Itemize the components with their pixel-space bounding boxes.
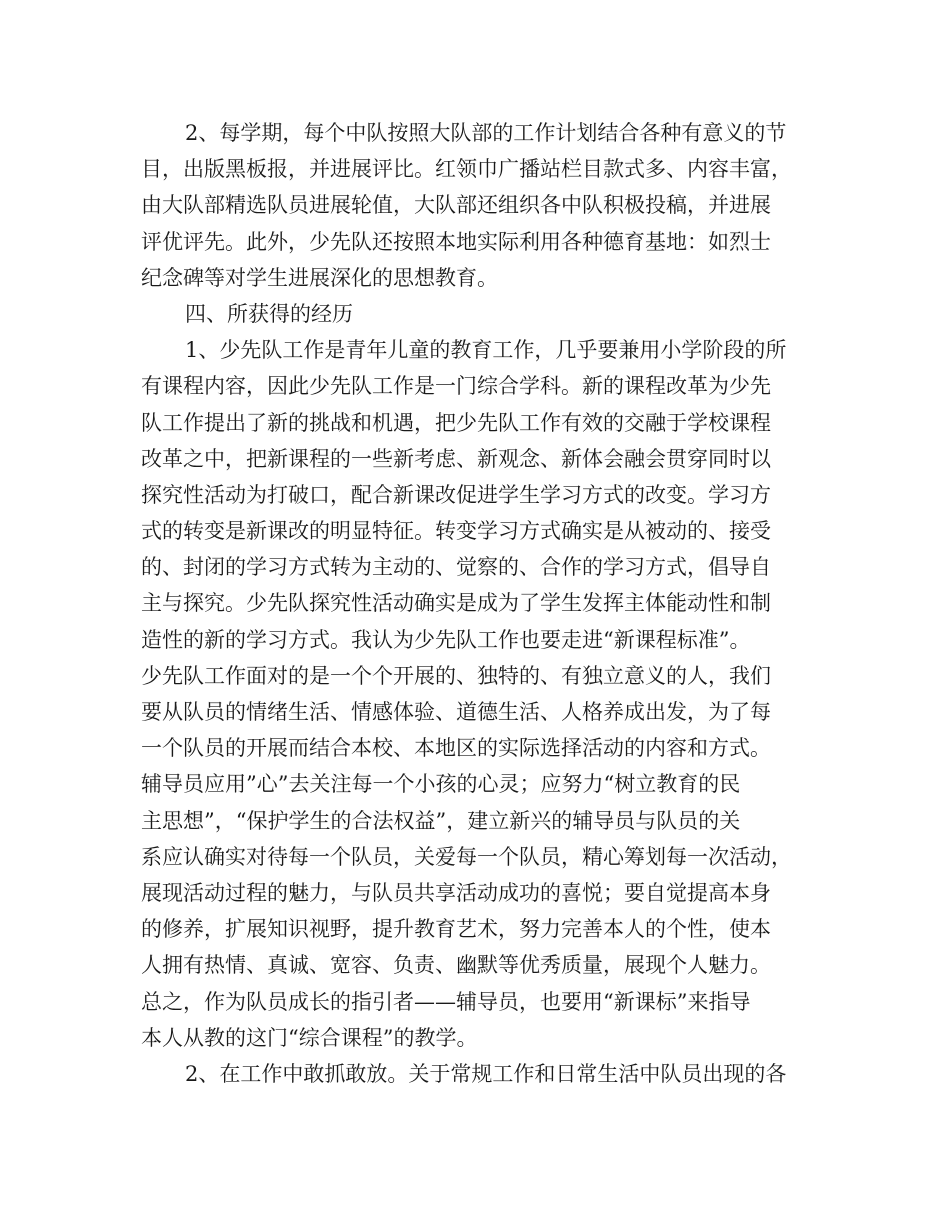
paragraph-line: 主与探究。少先队探究性活动确实是成为了学生发挥主体能动性和制 xyxy=(141,591,771,616)
section-heading: 四、所获得的经历 xyxy=(185,301,353,326)
paragraph-line: 2、每学期，每个中队按照大队部的工作计划结合各种有意义的节 xyxy=(185,121,787,145)
paragraph-line: 的、封闭的学习方式转为主动的、觉察的、合作的学习方式，倡导自 xyxy=(141,555,771,580)
paragraph-line: 探究性活动为打破口，配合新课改促进学生学习方式的改变。学习方 xyxy=(141,482,771,507)
paragraph-line: 展现活动过程的魅力，与队员共享活动成功的喜悦；要自觉提高本身 xyxy=(141,880,771,905)
paragraph-line: 人拥有热情、真诚、宽容、负责、幽默等优秀质量，展现个人魅力。 xyxy=(141,953,771,978)
paragraph-line: 辅导员应用”心”去关注每一个小孩的心灵；应努力“树立教育的民 xyxy=(141,772,741,797)
document-body xyxy=(141,115,821,1092)
paragraph-line: 改革之中，把新课程的一些新考虑、新观念、新体会融会贯穿同时以 xyxy=(141,446,771,471)
paragraph-line: 少先队工作面对的是一个个开展的、独特的、有独立意义的人，我们 xyxy=(141,663,771,688)
paragraph-line: 系应认确实对待每一个队员，关爱每一个队员，精心筹划每一次活动， xyxy=(141,844,792,869)
paragraph-line: 2、在工作中敢抓敢放。关于常规工作和日常生活中队员出现的各 xyxy=(185,1061,787,1086)
paragraph-line: 纪念碑等对学生进展深化的思想教育。 xyxy=(141,265,498,290)
paragraph-line: 式的转变是新课改的明显特征。转变学习方式确实是从被动的、接受 xyxy=(141,519,771,544)
paragraph-line: 由大队部精选队员进展轮值，大队部还组织各中队积极投稿，并进展 xyxy=(141,193,771,218)
paragraph-line: 本人从教的这门“综合课程”的教学。 xyxy=(141,1025,478,1050)
paragraph-line: 评优评先。此外，少先队还按照本地实际利用各种德育基地：如烈士 xyxy=(141,229,771,254)
paragraph-line: 一个队员的开展而结合本校、本地区的实际选择活动的内容和方式。 xyxy=(141,736,771,761)
paragraph-line: 造性的新的学习方式。我认为少先队工作也要走进“新课程标准”。 xyxy=(141,627,751,652)
paragraph-line: 目，出版黑板报，并进展评比。红领巾广播站栏目款式多、内容丰富， xyxy=(141,157,792,182)
paragraph-line: 要从队员的情绪生活、情感体验、道德生活、人格养成出发，为了每 xyxy=(141,700,771,724)
paragraph-line: 总之，作为队员成长的指引者——辅导员，也要用“新课标”来指导 xyxy=(141,989,751,1014)
paragraph-line: 主思想”，“保护学生的合法权益”，建立新兴的辅导员与队员的关 xyxy=(141,808,741,833)
paragraph-line: 队工作提出了新的挑战和机遇，把少先队工作有效的交融于学校课程 xyxy=(141,410,771,435)
paragraph-line: 1、少先队工作是青年儿童的教育工作，几乎要兼用小学阶段的所 xyxy=(185,338,787,363)
paragraph-line: 有课程内容，因此少先队工作是一门综合学科。新的课程改革为少先 xyxy=(141,374,771,399)
paragraph-line: 的修养，扩展知识视野，提升教育艺术，努力完善本人的个性，使本 xyxy=(141,917,771,942)
